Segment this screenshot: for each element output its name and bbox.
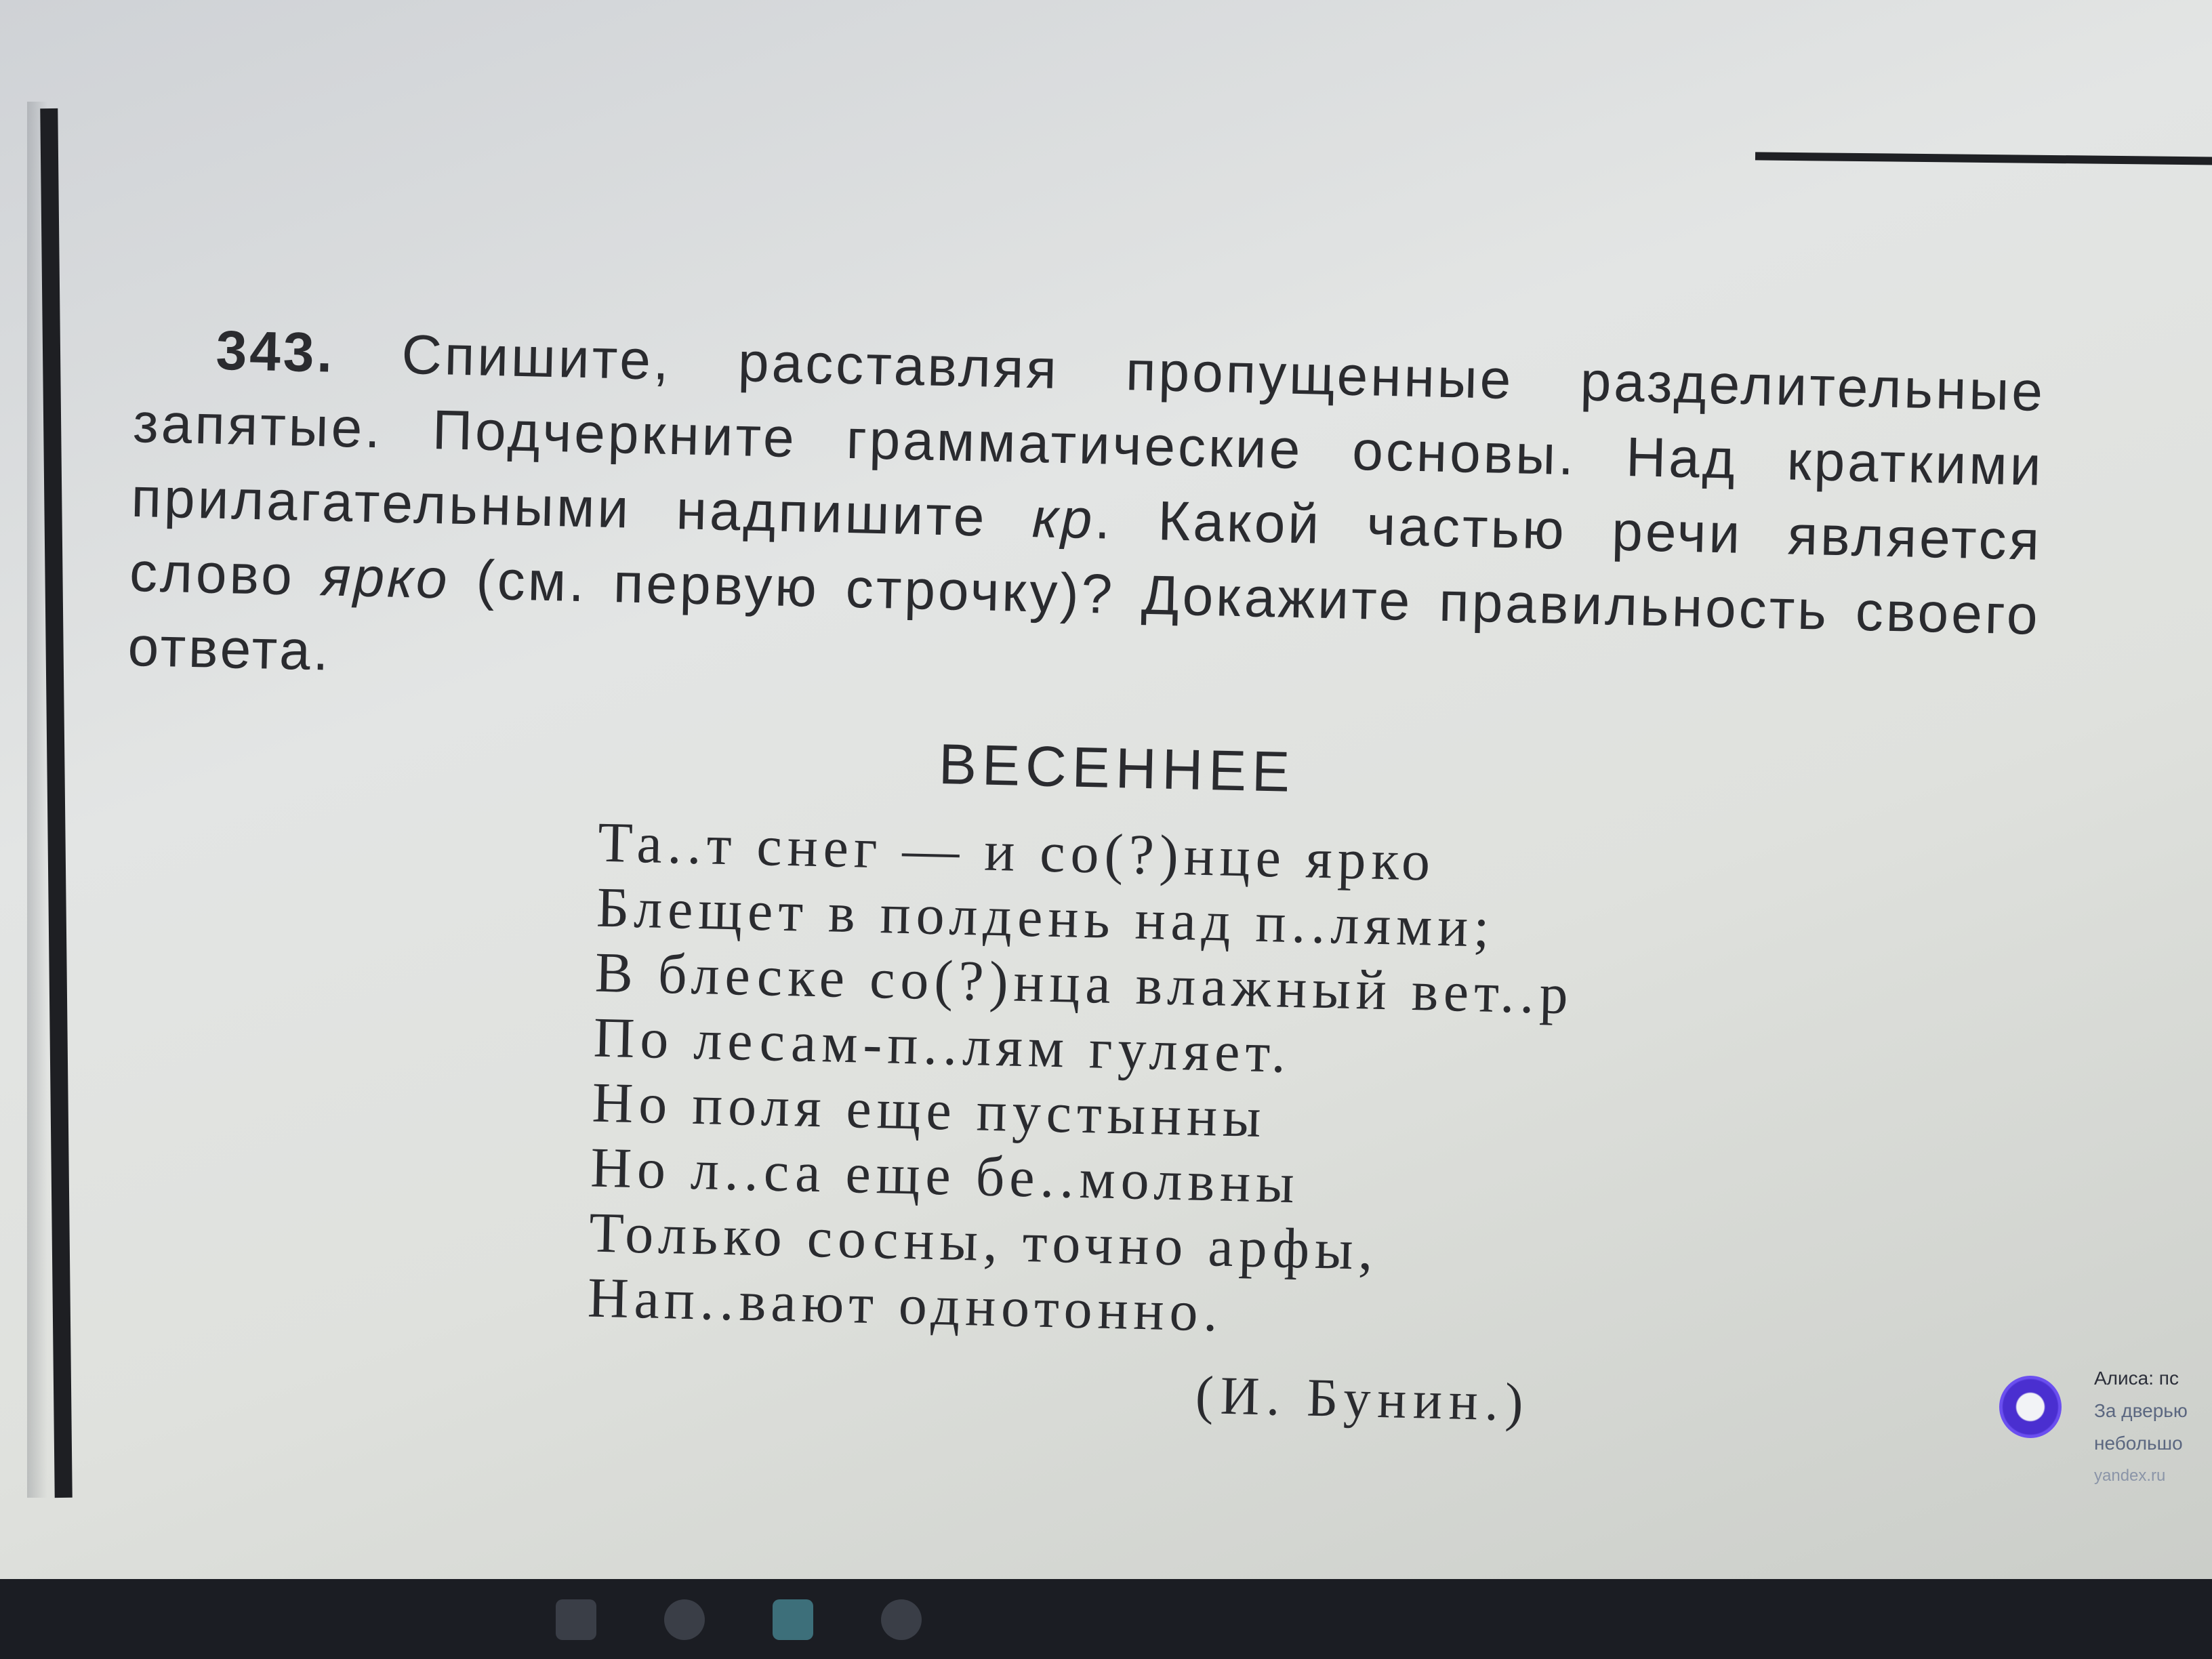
exercise-word: ярко — [320, 546, 451, 611]
taskbar — [0, 1579, 2212, 1659]
exercise-text-3: (см. первую строчку)? Докажите правильность своего ответа. — [127, 549, 2041, 682]
exercise-abbr: кр — [1031, 487, 1096, 551]
alice-notification-text — [2094, 1362, 2188, 1492]
poem-line: Та..т снег — и со(?)нце ярко — [597, 811, 1437, 893]
page-top-rule — [1755, 152, 2212, 165]
poem-line: Но л..са еще бе..молвны — [590, 1136, 1300, 1216]
poem-line: Только сосны, точно арфы, — [588, 1201, 1379, 1282]
poem-line: Но поля еще пустынны — [591, 1071, 1267, 1150]
alice-notification-line: За дверью — [2094, 1400, 2188, 1421]
alice-notification-line: небольшо — [2094, 1433, 2183, 1454]
poem-line: Нап..вают однотонно. — [587, 1266, 1224, 1344]
alice-notification-source: yandex.ru — [2094, 1467, 2166, 1485]
poem-line: В блеске со(?)нца влажный вет..р — [594, 941, 1574, 1027]
taskbar-app-icon[interactable] — [664, 1599, 705, 1640]
poem-title: ВЕСЕННЕЕ — [938, 732, 1296, 804]
poem-line: По лесам-п..лям гуляет. — [592, 1006, 1292, 1085]
exercise-text-1: Спишите, расставляя пропущенные разделительные запятые. Подчеркните грамматические основы. Над краткими прилагательными надпишите — [130, 323, 2047, 548]
taskbar-app-icon[interactable] — [556, 1599, 596, 1640]
poem-line: Блещет в полдень над п..лями; — [596, 876, 1496, 960]
exercise-text-2: . Какой частью речи является слово — [129, 489, 2043, 607]
textbook-page — [110, 312, 2046, 1446]
exercise-number: 343. — [215, 319, 336, 384]
taskbar-app-icon[interactable] — [881, 1599, 922, 1640]
alice-notification[interactable] — [1999, 1362, 2212, 1498]
alice-notification-title: Алиса: пс — [2094, 1368, 2179, 1389]
poem-body — [587, 811, 2035, 1364]
poem-author: (И. Бунин.) — [1195, 1365, 1531, 1433]
exercise-instructions — [127, 312, 2047, 728]
alice-assistant-icon[interactable] — [1999, 1376, 2062, 1438]
taskbar-app-icon[interactable] — [773, 1599, 813, 1640]
